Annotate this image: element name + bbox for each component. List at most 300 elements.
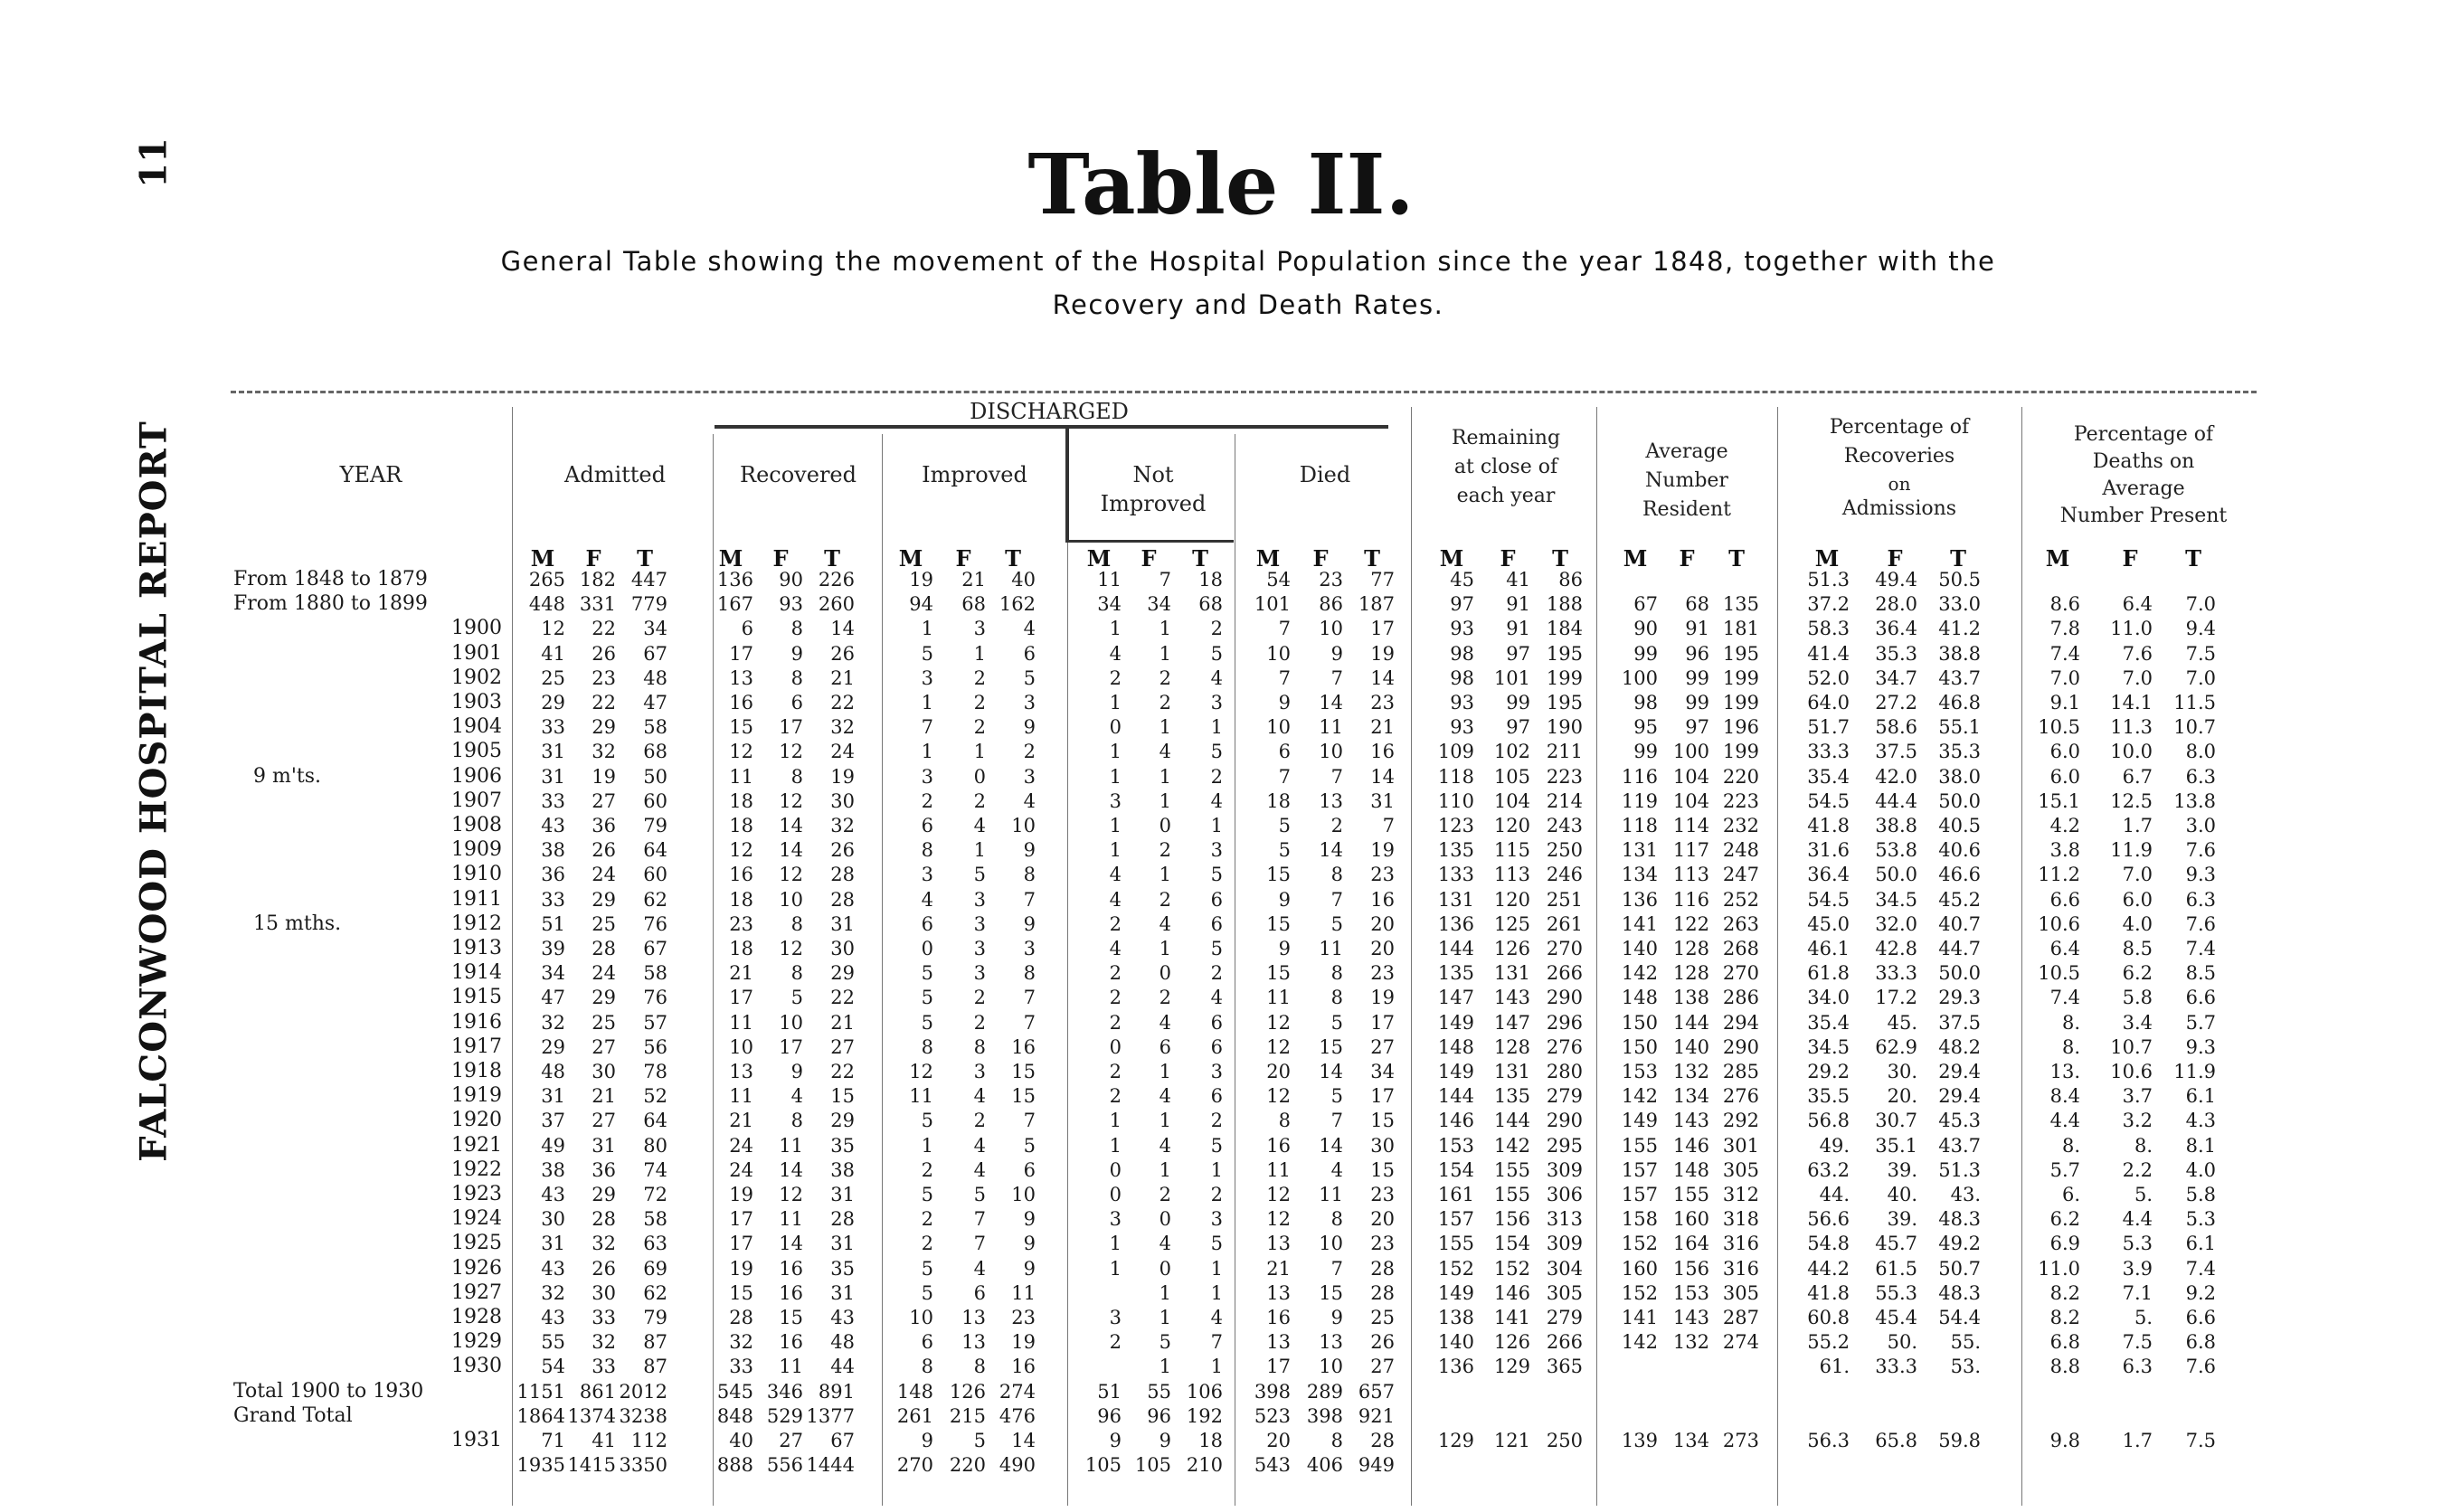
cell-pct-recoveries-f: 34.7 <box>1875 666 1917 689</box>
cell-admitted-f: 1374 <box>567 1404 616 1427</box>
cell-average-t: 252 <box>1722 888 1759 911</box>
cell-pct-deaths-t: 11.9 <box>2173 1061 2216 1082</box>
cell-pct-recoveries-t: 38.8 <box>1938 642 1981 665</box>
cell-died-m: 12 <box>1266 1035 1291 1058</box>
cell-improved-t: 9 <box>1023 1208 1036 1231</box>
cell-remaining-m: 45 <box>1450 569 1474 591</box>
cell-admitted-m: 32 <box>541 1281 565 1304</box>
cell-improved-f: 220 <box>949 1454 986 1477</box>
cell-average-t: 285 <box>1722 1061 1759 1082</box>
cell-admitted-t: 87 <box>643 1356 667 1378</box>
cell-admitted-m: 30 <box>541 1208 565 1231</box>
cell-pct-deaths-f: 7.0 <box>2122 864 2153 886</box>
cell-died-t: 14 <box>1370 666 1395 689</box>
cell-recovered-t: 31 <box>830 1233 855 1255</box>
cell-pct-deaths-f: 2.2 <box>2122 1158 2153 1181</box>
cell-pct-deaths-t: 4.0 <box>2185 1158 2216 1181</box>
cell-remaining-f: 152 <box>1493 1257 1530 1280</box>
cell-admitted-t: 87 <box>643 1331 667 1354</box>
cell-improved-m: 5 <box>921 1257 933 1280</box>
header-not-improved-1: Not <box>1132 462 1174 487</box>
cell-not-improved-t: 3 <box>1210 839 1223 862</box>
cell-average-f: 155 <box>1672 1184 1709 1205</box>
cell-improved-f: 3 <box>973 618 986 640</box>
cell-remaining-f: 126 <box>1493 938 1530 959</box>
cell-not-improved-m: 1 <box>1109 1257 1122 1280</box>
cell-average-t: 276 <box>1722 1085 1759 1108</box>
row-prefix: 15 mths. <box>253 912 342 935</box>
cell-pct-deaths-t: 8.5 <box>2185 962 2216 985</box>
cell-average-f: 156 <box>1672 1257 1709 1280</box>
cell-remaining-t: 86 <box>1558 569 1583 591</box>
cell-pct-deaths-m: 15.1 <box>2038 789 2080 812</box>
cell-pct-deaths-t: 6.6 <box>2185 1307 2216 1328</box>
cell-not-improved-t: 18 <box>1198 1430 1223 1451</box>
cell-recovered-m: 13 <box>729 1061 753 1082</box>
cell-average-m: 160 <box>1621 1257 1658 1280</box>
cell-not-improved-f: 1 <box>1159 1110 1171 1132</box>
cell-recovered-m: 18 <box>729 888 753 911</box>
cell-recovered-m: 17 <box>729 987 753 1009</box>
cell-pct-recoveries-t: 40.7 <box>1938 912 1981 935</box>
cell-not-improved-m: 96 <box>1097 1404 1122 1427</box>
cell-recovered-m: 13 <box>729 666 753 689</box>
cell-average-m: 155 <box>1621 1134 1658 1157</box>
cell-pct-recoveries-f: 45. <box>1887 1011 1917 1034</box>
cell-remaining-m: 148 <box>1437 1035 1474 1058</box>
cell-died-m: 21 <box>1266 1257 1291 1280</box>
cell-remaining-f: 115 <box>1493 839 1530 862</box>
cell-average-m: 152 <box>1621 1281 1658 1304</box>
cell-admitted-m: 448 <box>528 593 565 616</box>
cell-admitted-m: 33 <box>541 888 565 911</box>
cell-pct-recoveries-m: 61. <box>1819 1356 1850 1378</box>
cell-not-improved-t: 1 <box>1210 1281 1223 1304</box>
cell-not-improved-t: 68 <box>1198 593 1223 616</box>
cell-remaining-t: 246 <box>1546 864 1583 886</box>
cell-average-t: 232 <box>1722 815 1759 836</box>
subtitle-line-1: General Table showing the movement of the Hospital Population since the year 1848, together with the <box>500 246 1996 277</box>
cell-admitted-t: 57 <box>643 1011 667 1034</box>
cell-recovered-t: 48 <box>830 1331 855 1354</box>
cell-recovered-t: 31 <box>830 912 855 935</box>
cell-improved-t: 4 <box>1023 618 1036 640</box>
header-average-t: T <box>1728 545 1745 572</box>
cell-remaining-f: 131 <box>1493 1061 1530 1082</box>
cell-average-m: 150 <box>1621 1011 1658 1034</box>
header-admitted-f: F <box>585 545 601 572</box>
cell-improved-f: 13 <box>961 1331 986 1354</box>
cell-average-f: 153 <box>1672 1281 1709 1304</box>
cell-pct-recoveries-t: 49.2 <box>1938 1233 1981 1255</box>
cell-recovered-m: 15 <box>729 716 753 739</box>
cell-average-t: 268 <box>1722 938 1759 959</box>
cell-improved-t: 7 <box>1023 1110 1036 1132</box>
cell-average-m: 119 <box>1621 789 1658 812</box>
cell-pct-recoveries-f: 40. <box>1887 1184 1917 1205</box>
cell-remaining-t: 250 <box>1546 839 1583 862</box>
cell-not-improved-t: 210 <box>1186 1454 1223 1477</box>
cell-admitted-m: 36 <box>541 864 565 886</box>
cell-died-t: 20 <box>1370 1208 1395 1231</box>
cell-died-f: 8 <box>1330 864 1343 886</box>
cell-not-improved-t: 1 <box>1210 716 1223 739</box>
cell-pct-recoveries-m: 41.8 <box>1807 815 1850 836</box>
cell-pct-recoveries-f: 17.2 <box>1875 987 1917 1009</box>
cell-admitted-m: 49 <box>541 1134 565 1157</box>
cell-pct-recoveries-f: 45.4 <box>1875 1307 1917 1328</box>
header-died: Died <box>1299 462 1351 487</box>
cell-admitted-m: 1864 <box>516 1404 565 1427</box>
cell-improved-t: 10 <box>1011 1184 1036 1205</box>
cell-pct-deaths-f: 14.1 <box>2110 692 2153 713</box>
cell-average-t: 305 <box>1722 1281 1759 1304</box>
cell-average-f: 164 <box>1672 1233 1709 1255</box>
row-year-label: 1923 <box>451 1183 502 1205</box>
cell-pct-deaths-t: 7.6 <box>2185 912 2216 935</box>
row-year-label: 1906 <box>451 764 502 788</box>
row-year-label: 1916 <box>451 1010 502 1034</box>
cell-not-improved-f: 1 <box>1159 1356 1171 1378</box>
cell-admitted-m: 33 <box>541 716 565 739</box>
cell-pct-recoveries-t: 37.5 <box>1938 1011 1981 1034</box>
cell-not-improved-m: 1 <box>1109 1233 1122 1255</box>
cell-remaining-f: 121 <box>1493 1430 1530 1451</box>
cell-not-improved-t: 2 <box>1210 765 1223 788</box>
cell-recovered-m: 18 <box>729 815 753 836</box>
cell-average-f: 144 <box>1672 1011 1709 1034</box>
cell-improved-t: 15 <box>1011 1061 1036 1082</box>
cell-not-improved-f: 1 <box>1159 716 1171 739</box>
cell-admitted-f: 36 <box>592 815 616 836</box>
cell-average-t: 199 <box>1722 666 1759 689</box>
cell-pct-deaths-m: 6.6 <box>2049 888 2080 911</box>
cell-recovered-m: 24 <box>729 1158 753 1181</box>
cell-recovered-t: 22 <box>830 987 855 1009</box>
cell-admitted-t: 58 <box>643 962 667 985</box>
cell-improved-t: 3 <box>1023 692 1036 713</box>
cell-improved-f: 5 <box>973 864 986 886</box>
cell-died-m: 9 <box>1278 888 1291 911</box>
cell-died-f: 10 <box>1319 1356 1343 1378</box>
header-pct-recoveries-1: Percentage of <box>1829 416 1970 439</box>
cell-improved-m: 5 <box>921 962 933 985</box>
cell-pct-deaths-t: 6.3 <box>2185 888 2216 911</box>
row-year-label: 1924 <box>451 1207 502 1231</box>
row-year-label: 1900 <box>451 617 502 640</box>
cell-pct-recoveries-m: 41.8 <box>1807 1281 1850 1304</box>
cell-pct-recoveries-t: 53. <box>1950 1356 1981 1378</box>
cell-remaining-f: 113 <box>1493 864 1530 886</box>
cell-admitted-t: 58 <box>643 716 667 739</box>
cell-average-t: 270 <box>1722 962 1759 985</box>
cell-average-t: 196 <box>1722 716 1759 739</box>
cell-recovered-f: 556 <box>766 1454 803 1477</box>
cell-died-t: 26 <box>1370 1331 1395 1354</box>
cell-remaining-f: 156 <box>1493 1208 1530 1231</box>
cell-admitted-t: 64 <box>643 839 667 862</box>
cell-pct-recoveries-f: 50.0 <box>1875 864 1917 886</box>
row-year-label: 1917 <box>451 1035 502 1058</box>
cell-improved-f: 2 <box>973 692 986 713</box>
cell-average-f: 134 <box>1672 1430 1709 1451</box>
row-year-label: 1915 <box>451 986 502 1009</box>
cell-died-t: 16 <box>1370 741 1395 763</box>
header-pct-deaths-t: T <box>2185 545 2201 572</box>
cell-remaining-f: 41 <box>1506 569 1530 591</box>
cell-recovered-m: 21 <box>729 1110 753 1132</box>
cell-died-t: 23 <box>1370 962 1395 985</box>
cell-improved-m: 12 <box>909 1061 933 1082</box>
cell-died-t: 31 <box>1370 789 1395 812</box>
cell-pct-deaths-m: 7.4 <box>2049 987 2080 1009</box>
cell-remaining-t: 296 <box>1546 1011 1583 1034</box>
cell-pct-recoveries-t: 50.7 <box>1938 1257 1981 1280</box>
cell-improved-f: 68 <box>961 593 986 616</box>
cell-pct-recoveries-m: 54.5 <box>1807 888 1850 911</box>
cell-pct-deaths-t: 7.6 <box>2185 839 2216 862</box>
cell-died-t: 20 <box>1370 938 1395 959</box>
cell-died-f: 8 <box>1330 987 1343 1009</box>
cell-pct-recoveries-f: 45.7 <box>1875 1233 1917 1255</box>
cell-admitted-t: 79 <box>643 1307 667 1328</box>
cell-died-f: 4 <box>1330 1158 1343 1181</box>
cell-admitted-f: 33 <box>592 1356 616 1378</box>
cell-pct-recoveries-t: 55.1 <box>1938 716 1981 739</box>
cell-pct-deaths-f: 7.5 <box>2122 1331 2153 1354</box>
cell-average-t: 135 <box>1722 593 1759 616</box>
cell-pct-deaths-f: 5. <box>2134 1307 2153 1328</box>
header-died-m: M <box>1255 545 1281 572</box>
cell-pct-recoveries-m: 56.3 <box>1807 1430 1850 1451</box>
cell-average-f: 116 <box>1672 888 1709 911</box>
cell-died-t: 19 <box>1370 987 1395 1009</box>
cell-not-improved-t: 18 <box>1198 569 1223 591</box>
cell-average-f: 99 <box>1685 666 1709 689</box>
cell-average-m: 157 <box>1621 1158 1658 1181</box>
cell-died-f: 15 <box>1319 1035 1343 1058</box>
cell-recovered-m: 18 <box>729 789 753 812</box>
cell-remaining-t: 279 <box>1546 1085 1583 1108</box>
row-year-label: 1911 <box>451 887 502 911</box>
cell-remaining-f: 155 <box>1493 1184 1530 1205</box>
cell-not-improved-m: 51 <box>1097 1380 1122 1403</box>
cell-pct-recoveries-t: 50.0 <box>1938 962 1981 985</box>
cell-improved-f: 13 <box>961 1307 986 1328</box>
cell-recovered-t: 28 <box>830 888 855 911</box>
cell-improved-m: 2 <box>921 1208 933 1231</box>
cell-average-f: 132 <box>1672 1331 1709 1354</box>
cell-died-f: 7 <box>1330 888 1343 911</box>
cell-recovered-f: 8 <box>790 765 803 788</box>
header-remaining-m: M <box>1439 545 1464 572</box>
cell-average-f: 113 <box>1672 864 1709 886</box>
cell-recovered-f: 15 <box>779 1307 803 1328</box>
cell-recovered-m: 167 <box>716 593 753 616</box>
cell-died-t: 23 <box>1370 1184 1395 1205</box>
page-number: 11 <box>132 137 175 188</box>
cell-pct-recoveries-t: 43.7 <box>1938 1134 1981 1157</box>
cell-pct-recoveries-m: 60.8 <box>1807 1307 1850 1328</box>
cell-recovered-f: 11 <box>779 1134 803 1157</box>
cell-pct-deaths-t: 13.8 <box>2173 789 2216 812</box>
cell-pct-recoveries-m: 37.2 <box>1807 593 1850 616</box>
cell-remaining-t: 195 <box>1546 692 1583 713</box>
cell-pct-recoveries-t: 44.7 <box>1938 938 1981 959</box>
cell-pct-deaths-t: 7.0 <box>2185 666 2216 689</box>
cell-recovered-f: 9 <box>790 642 803 665</box>
cell-admitted-t: 79 <box>643 815 667 836</box>
cell-admitted-m: 29 <box>541 692 565 713</box>
cell-not-improved-f: 4 <box>1159 1085 1171 1108</box>
cell-pct-deaths-t: 7.0 <box>2185 593 2216 616</box>
cell-admitted-t: 64 <box>643 1110 667 1132</box>
cell-recovered-m: 848 <box>716 1404 753 1427</box>
cell-died-f: 14 <box>1319 1061 1343 1082</box>
cell-pct-recoveries-f: 44.4 <box>1875 789 1917 812</box>
cell-pct-recoveries-f: 42.8 <box>1875 938 1917 959</box>
cell-not-improved-f: 2 <box>1159 888 1171 911</box>
header-admitted-t: T <box>637 545 653 572</box>
header-average-m: M <box>1623 545 1648 572</box>
cell-recovered-f: 27 <box>779 1430 803 1451</box>
cell-recovered-f: 16 <box>779 1331 803 1354</box>
cell-died-t: 19 <box>1370 642 1395 665</box>
cell-pct-recoveries-f: 36.4 <box>1875 618 1917 640</box>
header-average-1: Average <box>1645 440 1728 463</box>
cell-not-improved-f: 1 <box>1159 938 1171 959</box>
cell-remaining-t: 270 <box>1546 938 1583 959</box>
cell-improved-m: 2 <box>921 1158 933 1181</box>
cell-not-improved-t: 2 <box>1210 1110 1223 1132</box>
cell-not-improved-m: 2 <box>1109 1011 1122 1034</box>
not-improved-left-border <box>1065 425 1069 543</box>
cell-improved-m: 8 <box>921 1035 933 1058</box>
cell-not-improved-m: 4 <box>1109 864 1122 886</box>
cell-pct-recoveries-t: 29.4 <box>1938 1085 1981 1108</box>
cell-admitted-t: 76 <box>643 987 667 1009</box>
cell-not-improved-t: 1 <box>1210 1257 1223 1280</box>
cell-pct-recoveries-m: 54.8 <box>1807 1233 1850 1255</box>
cell-admitted-m: 43 <box>541 1184 565 1205</box>
cell-not-improved-t: 2 <box>1210 962 1223 985</box>
cell-admitted-m: 41 <box>541 642 565 665</box>
cell-not-improved-f: 2 <box>1159 987 1171 1009</box>
cell-not-improved-m: 0 <box>1109 716 1122 739</box>
cell-recovered-m: 19 <box>729 1257 753 1280</box>
header-not-improved-t: T <box>1192 545 1208 572</box>
cell-pct-deaths-t: 3.0 <box>2185 815 2216 836</box>
cell-improved-t: 476 <box>999 1404 1036 1427</box>
cell-improved-m: 2 <box>921 789 933 812</box>
cell-pct-deaths-t: 9.3 <box>2185 864 2216 886</box>
cell-recovered-t: 22 <box>830 1061 855 1082</box>
cell-recovered-t: 35 <box>830 1257 855 1280</box>
header-admitted: Admitted <box>564 462 666 487</box>
cell-admitted-t: 2012 <box>619 1380 667 1403</box>
cell-died-m: 15 <box>1266 864 1291 886</box>
cell-died-t: 949 <box>1358 1454 1395 1477</box>
cell-pct-deaths-m: 10.5 <box>2038 962 2080 985</box>
cell-not-improved-m: 1 <box>1109 692 1122 713</box>
header-improved-t: T <box>1005 545 1021 572</box>
cell-recovered-m: 16 <box>729 864 753 886</box>
cell-average-f: 104 <box>1672 789 1709 812</box>
cell-recovered-f: 93 <box>779 593 803 616</box>
cell-recovered-t: 14 <box>830 618 855 640</box>
cell-not-improved-f: 0 <box>1159 815 1171 836</box>
header-year: YEAR <box>339 462 402 487</box>
cell-pct-deaths-f: 3.9 <box>2122 1257 2153 1280</box>
cell-admitted-m: 31 <box>541 1233 565 1255</box>
cell-pct-deaths-f: 6.3 <box>2122 1356 2153 1378</box>
row-year-label: 1904 <box>451 715 502 739</box>
cell-admitted-m: 71 <box>541 1430 565 1451</box>
cell-not-improved-t: 6 <box>1210 912 1223 935</box>
cell-pct-recoveries-t: 50.5 <box>1938 569 1981 591</box>
cell-pct-recoveries-m: 58.3 <box>1807 618 1850 640</box>
cell-remaining-f: 155 <box>1493 1158 1530 1181</box>
cell-recovered-t: 26 <box>830 839 855 862</box>
cell-admitted-m: 265 <box>528 569 565 591</box>
cell-died-t: 27 <box>1370 1356 1395 1378</box>
cell-admitted-m: 32 <box>541 1011 565 1034</box>
cell-not-improved-m: 2 <box>1109 912 1122 935</box>
cell-not-improved-f: 1 <box>1159 789 1171 812</box>
cell-improved-f: 4 <box>973 1158 986 1181</box>
cell-average-t: 312 <box>1722 1184 1759 1205</box>
cell-improved-t: 5 <box>1023 1134 1036 1157</box>
cell-average-m: 139 <box>1621 1430 1658 1451</box>
cell-remaining-t: 211 <box>1546 741 1583 763</box>
cell-average-t: 316 <box>1722 1233 1759 1255</box>
cell-not-improved-f: 6 <box>1159 1035 1171 1058</box>
cell-pct-deaths-m: 8.2 <box>2049 1307 2080 1328</box>
cell-improved-t: 274 <box>999 1380 1036 1403</box>
cell-improved-m: 5 <box>921 642 933 665</box>
cell-pct-deaths-m: 8.4 <box>2049 1085 2080 1108</box>
cell-died-m: 5 <box>1278 839 1291 862</box>
cell-died-f: 10 <box>1319 1233 1343 1255</box>
cell-admitted-f: 24 <box>592 864 616 886</box>
cell-remaining-t: 261 <box>1546 912 1583 935</box>
cell-died-f: 10 <box>1319 618 1343 640</box>
cell-average-m: 90 <box>1633 618 1658 640</box>
cell-not-improved-f: 4 <box>1159 1134 1171 1157</box>
cell-pct-recoveries-m: 44. <box>1819 1184 1850 1205</box>
cell-admitted-t: 47 <box>643 692 667 713</box>
cell-admitted-f: 31 <box>592 1134 616 1157</box>
cell-recovered-t: 21 <box>830 666 855 689</box>
cell-admitted-t: 48 <box>643 666 667 689</box>
cell-improved-m: 3 <box>921 765 933 788</box>
cell-pct-recoveries-f: 32.0 <box>1875 912 1917 935</box>
cell-admitted-t: 56 <box>643 1035 667 1058</box>
cell-pct-deaths-m: 5.7 <box>2049 1158 2080 1181</box>
cell-remaining-t: 279 <box>1546 1307 1583 1328</box>
cell-recovered-m: 32 <box>729 1331 753 1354</box>
cell-admitted-t: 78 <box>643 1061 667 1082</box>
cell-not-improved-m: 1 <box>1109 765 1122 788</box>
cell-average-t: 223 <box>1722 789 1759 812</box>
cell-remaining-m: 161 <box>1437 1184 1474 1205</box>
cell-improved-t: 8 <box>1023 962 1036 985</box>
cell-pct-recoveries-m: 46.1 <box>1807 938 1850 959</box>
cell-pct-deaths-f: 1.7 <box>2122 815 2153 836</box>
cell-recovered-f: 14 <box>779 815 803 836</box>
cell-died-m: 16 <box>1266 1307 1291 1328</box>
cell-improved-t: 9 <box>1023 839 1036 862</box>
